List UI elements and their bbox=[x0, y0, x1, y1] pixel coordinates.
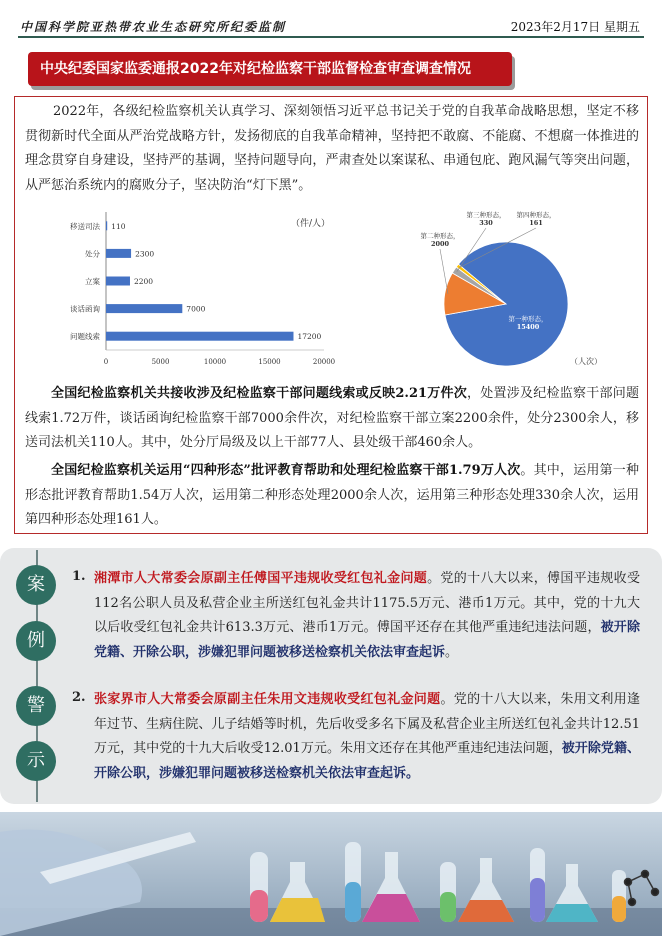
bar-category-label: 立案 bbox=[85, 277, 100, 286]
bar-unit-label: （件/人） bbox=[291, 219, 331, 229]
bar-x-tick: 0 bbox=[103, 358, 109, 366]
bar-category-label: 处分 bbox=[85, 249, 100, 259]
pie-label-name: 第一种形态， bbox=[508, 315, 548, 323]
case-2-result: 被开除党籍、开除公职，涉嫌犯罪问题被移送检察机关依法审查起诉。 bbox=[94, 741, 640, 781]
tag-shi: 示 bbox=[16, 741, 56, 781]
tag-jing: 警 bbox=[16, 686, 56, 726]
case-2-number: 2. bbox=[72, 690, 86, 705]
pie-unit-label: （人次） bbox=[570, 357, 602, 366]
case-1-number: 1. bbox=[72, 569, 86, 584]
header-divider bbox=[18, 36, 644, 38]
paragraph-3-lead: 全国纪检监察机关运用“四种形态”批评教育帮助和处理纪检监察干部1.79万人次 bbox=[51, 463, 521, 478]
pie-label-value: 15400 bbox=[516, 323, 540, 331]
tag-li: 例 bbox=[16, 621, 56, 661]
case-1 bbox=[94, 567, 640, 665]
bar bbox=[106, 277, 130, 286]
paragraph-2-body: ，处置涉及纪检监察干部问题线索1.72万件，谈话函询纪检监察干部7000余件次，对纪检监察干部立案2200余件，处分2300余人，移送司法机关110人。其中，处分厅局级及以上干部77人、县处级干部460余人。 bbox=[25, 386, 639, 450]
pie-chart bbox=[406, 204, 604, 374]
case-2 bbox=[94, 688, 640, 786]
bar bbox=[106, 332, 293, 341]
case-1-body: 。党的十八大以来，傅国平违规收受112名公职人员及私营企业主所送红包礼金共计1175.5万元、港币1万元。其中，党的十九大以后收受红包礼金共计613.3万元、港币1万元。傅国平还存在其他严重违纪违法问题， bbox=[94, 571, 640, 635]
summary-paragraph-1: 2022年，各级纪检监察机关认真学习、深刻领悟习近平总书记关于党的自我革命战略思想，坚定不移贯彻新时代全面从严治党战略方针，发扬彻底的自我革命精神，坚持把不敢腐、不能腐、不想腐一体推进的理念贯穿自身建设，坚持严的基调，坚持问题导向，严肃查处以案谋私、串通包庇、跑风漏气等突出问题，从严惩治系统内的腐败分子，坚决防治“灯下黑”。 bbox=[25, 104, 639, 193]
paragraph-2-lead: 全国纪检监察机关共接收涉及纪检监察干部问题线索或反映2.21万件次 bbox=[51, 386, 468, 401]
summary-paragraph-3 bbox=[25, 459, 639, 533]
case-1-end: 。 bbox=[445, 644, 459, 660]
bar-category-label: 谈话函询 bbox=[70, 304, 100, 314]
issue-date: 2023年2月17日 星期五 bbox=[510, 20, 640, 34]
bar-value-label: 7000 bbox=[186, 304, 206, 314]
bar-value-label: 2200 bbox=[133, 277, 154, 286]
section-banner: 中央纪委国家监委通报2022年对纪检监察干部监督检查审查调查情况 bbox=[28, 52, 512, 86]
org-name: 中国科学院亚热带农业生态研究所纪委监制 bbox=[20, 20, 287, 34]
case-1-result: 被开除党籍、开除公职，涉嫌犯罪问题被移送检察机关依法审查起诉 bbox=[94, 620, 640, 660]
pie-label-value: 330 bbox=[479, 219, 493, 227]
bar-chart bbox=[56, 204, 342, 374]
case-2-body: 。党的十八大以来，朱用文利用逢年过节、生病住院、儿子结婚等时机，先后收受多名下属及私营企业主所送红包礼金共计12.51万元，其中党的十九大后收受12.01万元。朱用文还存在其他严重违纪违法问题， bbox=[94, 692, 640, 756]
bar-value-label: 110 bbox=[111, 221, 126, 231]
case-1-title: 湘潭市人大常委会原副主任傅国平违规收受红包礼金问题 bbox=[94, 571, 428, 586]
bar-x-tick: 20000 bbox=[312, 358, 336, 366]
paragraph-3-body: 。其中，运用第一种形态批评教育帮助1.54万人次，运用第二种形态处理2000余人次，运用第三种形态处理330余人次，运用第四种形态处理161人。 bbox=[25, 463, 639, 527]
pie-label-name: 第二种形态， bbox=[420, 232, 460, 240]
bar-x-tick: 15000 bbox=[258, 358, 281, 366]
bar-category-label: 移送司法 bbox=[70, 221, 100, 231]
bar bbox=[106, 249, 131, 258]
bar-value-label: 17200 bbox=[297, 332, 322, 342]
tag-an: 案 bbox=[16, 565, 56, 605]
pie-label-name: 第三种形态， bbox=[466, 211, 506, 219]
pie-label-value: 2000 bbox=[430, 240, 450, 248]
case-2-title: 张家界市人大常委会原副主任朱用文违规收受红包礼金问题 bbox=[94, 692, 441, 707]
pie-label-value: 161 bbox=[529, 219, 543, 227]
summary-paragraph-2 bbox=[25, 382, 639, 456]
pie-leader-line bbox=[440, 249, 448, 294]
bar-x-tick: 10000 bbox=[203, 358, 227, 366]
pie-label-name: 第四种形态， bbox=[516, 211, 556, 219]
bar bbox=[106, 221, 107, 230]
bar bbox=[106, 304, 182, 313]
lab-glassware-image bbox=[0, 812, 662, 936]
bar-value-label: 2300 bbox=[135, 249, 155, 259]
bar-category-label: 问题线索 bbox=[70, 332, 100, 342]
bar-x-tick: 5000 bbox=[151, 358, 170, 366]
bar-grid bbox=[104, 212, 335, 366]
